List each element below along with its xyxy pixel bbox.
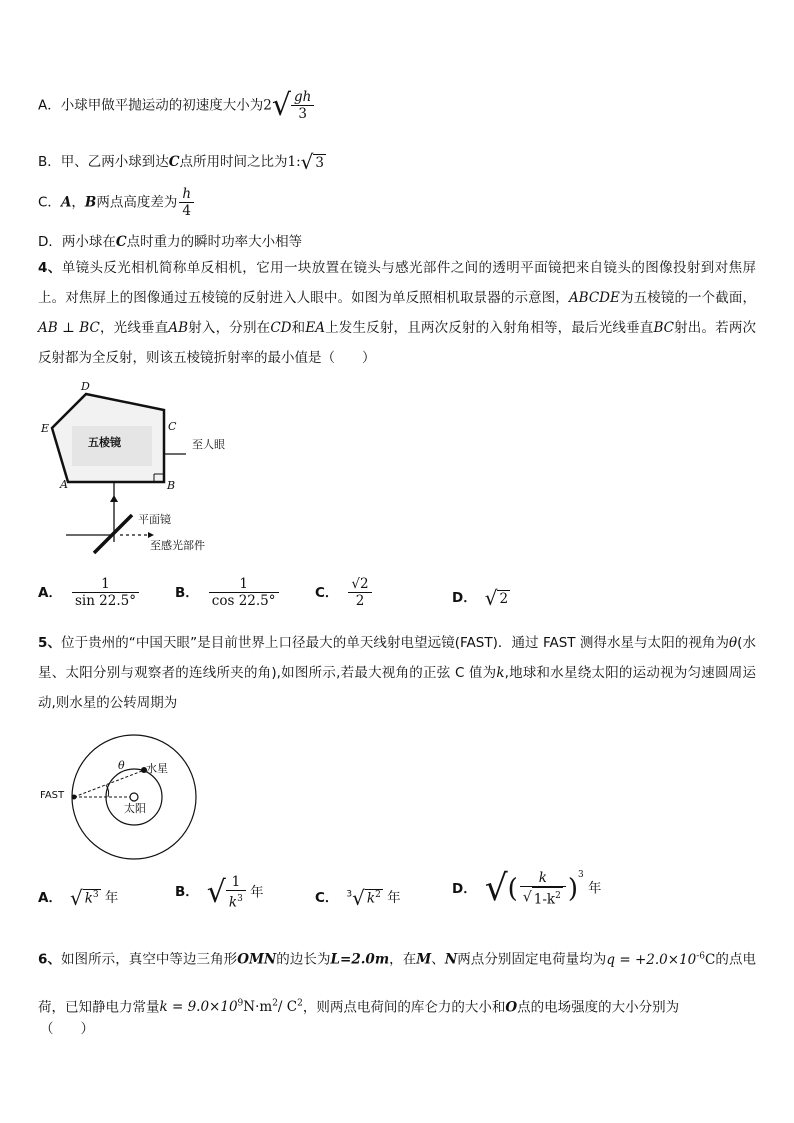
q3-option-a-den: 3 [298, 106, 307, 122]
q5-option-d-exp: 3 [577, 869, 584, 880]
q4-option-c[interactable] [315, 576, 374, 609]
q3-option-b-root: 3 [315, 154, 324, 171]
q4-text-6: 上发生反射，且两次反射的入射角相等，最后光线垂直 [324, 320, 654, 336]
q5-stem [38, 628, 756, 718]
q5-option-c-unit: 年 [387, 890, 401, 906]
fig4-label-e: E [41, 422, 50, 435]
q6-text-7: ，则两点电荷间的库仑力的大小和 [302, 999, 506, 1015]
q3-option-c-comma: ， [71, 194, 85, 211]
q4-option-c-num: √2 [348, 576, 371, 593]
q4-option-a-den: sin 22.5° [74, 593, 136, 609]
q3-option-d [38, 230, 302, 250]
fig4-label-prism: 五棱镜 [88, 436, 121, 449]
q6-number: 6、 [38, 951, 61, 968]
q5-option-c[interactable]: C． $^3$√ $k^2$ 年 [315, 886, 401, 910]
q6-text-4: 、 [431, 951, 445, 968]
q4-text-1: 单镜头反光相机简称单反相机，它用一块放置在镜头与感光部件之间的透明平面镜把来自镜头的图像投射到对焦屏上。对焦屏上的图像通过五棱镜的反射进入人眼中。如图为单反照相机取景器的示意图， [38, 260, 756, 306]
q5-theta: θ [729, 635, 738, 651]
q4-option-a-label: A． [38, 584, 62, 601]
q3-option-c-b: B [84, 194, 97, 211]
q4-option-a[interactable] [38, 576, 141, 609]
fig4-label-c: C [168, 420, 177, 433]
q4-text-4: 射入，分别在 [188, 320, 271, 336]
q3-option-c-a: A [60, 194, 72, 211]
q4-ab: AB [168, 320, 189, 336]
q4-option-b-den: cos 22.5° [211, 593, 276, 609]
q3-option-b: B．甲、乙两小球到达C点所用时间之比为1:√ 3 [38, 150, 324, 174]
q5-option-a-label: A． [38, 890, 62, 906]
pentaprism-figure [36, 378, 236, 558]
q3-option-a-num: gh [291, 89, 314, 106]
q4-bc: BC [653, 320, 674, 336]
q5-option-d-num: k [520, 870, 566, 887]
q6-k-unit2-exp: 2 [297, 998, 303, 1009]
q3-option-a [38, 88, 314, 123]
q6-omn: OMN [237, 951, 277, 968]
q5-text-3: ,地球和水星绕太阳的运动视为匀速圆周运动,则水星的公转周期为 [38, 665, 756, 711]
q5-option-a-exp: 3 [92, 890, 99, 901]
q6-length: L=2.0m [330, 951, 390, 968]
q6-text-2: 的边长为 [276, 951, 331, 968]
q6-k-value: k = 9.0×10 [159, 999, 238, 1015]
q5-option-b-label: B． [175, 884, 199, 901]
q6-text-8: 点的电场强度的大小分别为 [517, 999, 680, 1015]
plane-mirror [94, 515, 132, 553]
q5-option-a-body: k [84, 890, 93, 907]
q5-option-c-index: 3 [346, 889, 353, 900]
q4-perp: AB ⊥ BC [38, 320, 100, 336]
q3-option-b-c: C [168, 154, 180, 170]
q5-text-1: 位于贵州的“中国天眼”是目前世界上口径最大的单天线射电望远镜(FAST)．通过 FAST 测得水星与太阳的视角为 [61, 635, 730, 651]
q5-option-b-exp: 3 [237, 894, 243, 904]
q5-option-a[interactable]: A． √ $k^3$ 年 [38, 886, 119, 910]
fig5-label-fast: FAST [40, 790, 65, 801]
ray-arrow-up [110, 495, 118, 502]
q5-option-c-exp: 2 [375, 890, 381, 901]
q5-option-b[interactable]: B． √ $\frac{1}{k^3}$ 年 [175, 874, 264, 911]
q4-number: 4、 [38, 260, 62, 276]
q4-option-b-label: B． [175, 584, 199, 601]
q4-option-d[interactable]: D． √ 2 [452, 586, 509, 610]
q6-text-5: 两点分别固定电荷量均为 [457, 951, 607, 968]
q4-option-b[interactable] [175, 576, 281, 609]
q4-ea: EA [305, 320, 325, 336]
q4-text-7: 射出。若两次反射都为全反射，则该五棱镜折射率的最小值是（ ） [38, 320, 757, 366]
q3-option-a-coef: 2 [263, 97, 272, 114]
q4-text-5: 和 [291, 320, 306, 336]
q5-text-2: (水星、太阳分别与观察者的连线所夹的角),如图所示,若最大视角的正弦 C 值为 [38, 635, 756, 681]
q6-text-1: 如图所示，真空中等边三角形 [61, 951, 238, 968]
q6-charge-unit: C [705, 951, 716, 968]
q4-option-c-den: 2 [355, 593, 365, 609]
q6-m: M [416, 951, 432, 968]
q6-k-unit2: / C [277, 999, 298, 1015]
q3-option-b-text2: 点所用时间之比为 [179, 154, 288, 170]
q3-option-c-den: 4 [182, 203, 191, 219]
q4-text-2: 为五棱镜的一个截面， [619, 290, 757, 306]
q6-k-exp: 9 [237, 998, 244, 1009]
q3-option-b-text: B．甲、乙两小球到达 [38, 154, 169, 170]
q5-option-c-label: C． [315, 890, 339, 906]
q5-option-d-den: 1-k [533, 891, 556, 908]
q4-option-d-val: 2 [499, 590, 509, 607]
q5-option-d-unit: 年 [588, 880, 602, 897]
q5-option-d-label: D． [452, 880, 477, 897]
q6-n: N [444, 951, 458, 968]
q4-option-d-label: D． [452, 590, 477, 606]
q3-option-c [38, 186, 196, 219]
q6-k-unit: N·m [243, 999, 273, 1015]
q5-k: k [496, 665, 505, 681]
q5-number: 5、 [38, 635, 62, 651]
q4-text-3: ，光线垂直 [99, 320, 169, 336]
q5-option-d[interactable]: D． √( $\frac{k}{√ 1-k^2}$ )$^3$ 年 [452, 868, 602, 909]
q4-option-a-num: 1 [72, 576, 139, 593]
q6-text-3: ，在 [389, 951, 417, 968]
q4-cd: CD [270, 320, 292, 336]
q3-option-c-text: C． [38, 194, 61, 211]
q4-stem [38, 253, 756, 373]
q6-text-6: 的点电荷，已知静电力常量 [38, 951, 757, 1015]
q6-answer-paren: （ ） [40, 1021, 94, 1037]
q6-charge: q = +2.0×10 [606, 951, 697, 968]
q4-abcde: ABCDE [568, 290, 620, 306]
q5-option-b-unit: 年 [250, 884, 264, 901]
fig4-label-sensor: 至感光部件 [150, 539, 205, 552]
fig4-label-b: B [167, 479, 176, 492]
q5-option-b-den: k [228, 894, 238, 911]
q6-k-unit-exp: 2 [272, 998, 278, 1009]
q3-option-d-text: D．两小球在 [38, 234, 116, 250]
q3-option-d-text2: 点时重力的瞬时功率大小相等 [126, 234, 303, 250]
fig5-label-sun: 太阳 [124, 802, 146, 815]
fig4-label-eye: 至人眼 [192, 438, 225, 451]
q3-option-a-text: A．小球甲做平抛运动的初速度大小为 [38, 97, 264, 114]
fig5-label-theta: θ [118, 759, 125, 772]
orbit-figure [64, 733, 204, 865]
q3-option-b-ratio: 1: [287, 154, 301, 170]
q5-option-b-num: 1 [226, 874, 246, 891]
fig5-label-mercury: 水星 [146, 762, 168, 775]
q4-option-c-label: C． [315, 584, 339, 601]
q3-option-c-text2: 两点高度差为 [96, 194, 178, 211]
q4-option-b-num: 1 [209, 576, 279, 593]
q3-option-d-c: C [115, 234, 127, 250]
q3-option-a-sqrt: √ $\frac{gh}{3}$ [272, 88, 314, 123]
fig4-label-mirror: 平面镜 [138, 513, 171, 526]
q6-charge-exp: -6 [696, 951, 706, 961]
q3-option-c-num: h [179, 186, 194, 203]
q5-option-c-body: k [366, 890, 376, 907]
q6-o: O [505, 999, 518, 1015]
fig4-label-d: D [81, 380, 90, 393]
fig4-label-a: A [60, 478, 68, 491]
q5-option-d-den-exp: 2 [555, 890, 561, 901]
q6-stem [38, 934, 756, 1029]
q5-option-a-unit: 年 [104, 890, 119, 906]
